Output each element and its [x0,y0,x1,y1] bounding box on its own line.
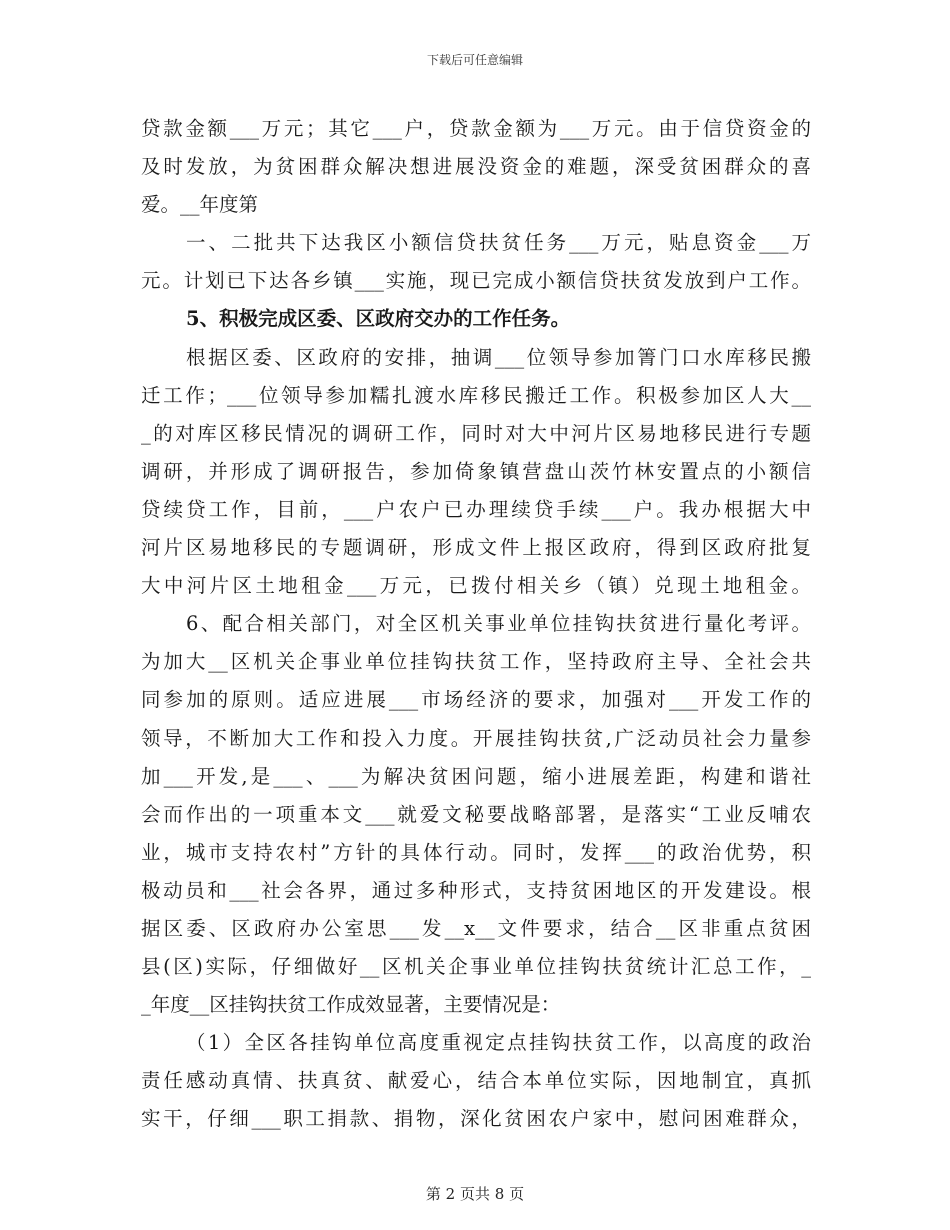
text-line: 调研，并形成了调研报告，参加倚象镇营盘山茨竹林安置点的小额信 [141,459,811,483]
text-line: 6、配合相关部门，对全区机关事业单位挂钩扶贫进行量化考评。 [186,612,811,636]
text-line: 据区委、区政府办公室思___发__x__文件要求，结合__区非重点贫困 [141,916,811,940]
text-line: 一、二批共下达我区小额信贷扶贫任务___万元，贴息资金___万 [186,231,811,255]
text-line: 根据区委、区政府的安排，抽调___位领导参加箐门口水库移民搬 [186,345,811,369]
text-line: 及时发放，为贫困群众解决想进展没资金的难题，深受贫困群众的喜 [141,155,811,179]
document-body [141,110,811,1139]
text-line: 同参加的原则。适应进展___市场经济的要求，加强对___开发工作的 [141,688,811,712]
page-header: 下载后可任意编辑 [426,53,523,67]
text-line: 加___开发,是___、___为解决贫困问题，缩小进展差距，构建和谐社 [141,764,811,788]
text-line: 领导，不断加大工作和投入力度。开展挂钩扶贫,广泛动员社会力量参 [141,726,811,750]
text-line: 为加大__区机关企事业单位挂钩扶贫工作，坚持政府主导、全社会共 [141,650,811,674]
text-line: 责任感动真情、扶真贫、献爱心，结合本单位实际，因地制宜，真抓 [141,1069,811,1093]
text-line: _的对库区移民情况的调研工作，同时对大中河片区易地移民进行专题 [141,421,811,445]
text-line: 会而作出的一项重本文___就爱文秘要战略部署，是落实“工业反哺农 [141,802,811,826]
text-line: _年度__区挂钩扶贫工作成效显著，主要情况是： [141,993,561,1017]
text-line: 实干，仔细___职工捐款、捐物，深化贫困农户家中，慰问困难群众， [141,1107,811,1131]
text-line: 极动员和___社会各界，通过多种形式，支持贫困地区的开发建设。根 [141,878,811,902]
text-line: 元。计划已下达各乡镇___实施，现已完成小额信贷扶贫发放到户工作。 [141,269,811,293]
text-line: 贷款金额___万元；其它___户，贷款金额为___万元。由于信贷资金的 [141,117,811,140]
text-line: 业，城市支持农村”方针的具体行动。同时，发挥___的政治优势，积 [141,840,811,864]
text-line: 贷续贷工作，目前，___户农户已办理续贷手续___户。我办根据大中 [141,497,811,521]
text-line: 县(区)实际，仔细做好__区机关企事业单位挂钩扶贫统计汇总工作，_ [141,955,811,979]
text-line: 迁工作；___位领导参加糯扎渡水库移民搬迁工作。积极参加区人大__ [141,383,811,407]
page-footer: 第 2 页共 8 页 [425,1185,525,1203]
text-line: 大中河片区土地租金___万元，已拨付相关乡（镇）兑现土地租金。 [141,574,811,598]
text-line: 爱。__年度第 [141,193,259,217]
text-line: 河片区易地移民的专题调研，形成文件上报区政府，得到区政府批复 [141,536,811,560]
text-line: （1）全区各挂钩单位高度重视定点挂钩扶贫工作，以高度的政治 [186,1031,811,1055]
section-heading-line: 5、积极完成区委、区政府交办的工作任务。 [186,307,571,331]
